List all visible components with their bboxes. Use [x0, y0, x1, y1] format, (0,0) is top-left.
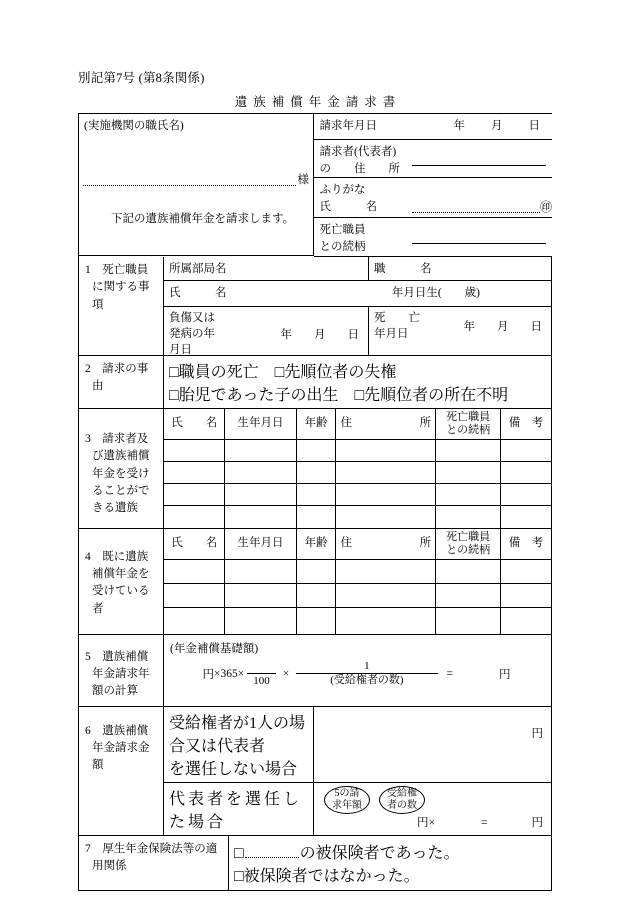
addressee-dotted-line [83, 172, 296, 186]
cell-address[interactable] [336, 440, 436, 462]
section-7-number: 7 [85, 842, 91, 855]
deceased-name-birth-row[interactable] [164, 281, 551, 307]
section-7-option-1-text: の被保険者であった。 [299, 844, 460, 862]
case2-yen-unit: 円 [417, 816, 429, 829]
header-address-left: 住 [340, 417, 352, 430]
claimant-address-label [314, 140, 412, 177]
formula-days: 365 [220, 667, 238, 680]
header-relation [436, 409, 501, 440]
section-4-label-line1: 既に遺族 [102, 550, 149, 563]
relation-to-deceased-input[interactable] [412, 218, 552, 256]
cell-dob[interactable] [225, 560, 296, 584]
cell-dob[interactable] [225, 584, 296, 608]
section-1-body [164, 257, 552, 356]
section-1-row [79, 257, 552, 356]
death-label-line2: 年月日 [374, 328, 409, 341]
header-relation-line2: との続柄 [446, 424, 491, 437]
position-label: 職 名 [374, 263, 432, 275]
cell-name[interactable] [164, 440, 225, 462]
header-relation [436, 529, 501, 560]
cell-name[interactable] [164, 462, 225, 484]
formula-result-yen: 円 [499, 668, 511, 681]
section-7-label-line2: 用関係 [92, 859, 127, 872]
case1-label-line1: 受給権者が1人の場合又は代表者 [169, 714, 306, 755]
section-7-option-1-blank[interactable] [245, 846, 299, 858]
cell-age[interactable] [296, 484, 336, 506]
section-3-label-line1: 請求者及 [102, 433, 149, 445]
cell-relation[interactable] [436, 584, 501, 608]
header-note: 備 考 [501, 529, 551, 560]
case1-label-line2: を選任しない場合 [169, 760, 298, 778]
addressee-suffix: 様 [297, 173, 309, 186]
header-address-right: 所 [419, 417, 432, 430]
cell-relation[interactable] [436, 506, 501, 528]
section-5-label [79, 635, 164, 707]
table-row[interactable] [164, 440, 551, 462]
header-note: 備 考 [501, 409, 551, 440]
addressee-field[interactable] [83, 172, 309, 186]
section-7-label-line1: 厚生年金保険法等の適 [102, 842, 218, 855]
cell-address[interactable] [336, 608, 436, 634]
section-3-label-line3: 年金を受け [92, 467, 150, 480]
deceased-name-field[interactable] [164, 281, 551, 306]
formula-equals: = [446, 667, 454, 680]
injury-label-line2: 発病の年 [169, 328, 215, 341]
oval2-line2: 者の数 [387, 799, 417, 811]
section-4-label-line3: 受けている [92, 585, 150, 598]
header-age: 年齢 [296, 529, 336, 560]
header-relation-line1: 死亡職員 [446, 530, 491, 543]
section-2-label-line2: 由 [92, 380, 104, 393]
section-5-body [164, 635, 552, 707]
section-6-number: 6 [85, 724, 91, 737]
claim-date-day-unit: 日 [528, 120, 540, 132]
case2-multiply: × [428, 816, 435, 829]
share-numerator: 1 [364, 659, 370, 672]
table-header-row [164, 529, 551, 560]
section-6-case1-row [164, 707, 551, 783]
birth-month-unit: 月 [403, 287, 415, 299]
injury-month-unit: 月 [314, 329, 326, 342]
section-6-row [79, 707, 552, 836]
case1-yen-unit: 円 [531, 727, 543, 740]
claim-form-table [78, 113, 552, 891]
section-7-body [229, 836, 552, 891]
section-4-number: 4 [85, 550, 91, 563]
section-2-options-line2[interactable]: □胎児であった子の出生 □先順位者の所在不明 [169, 387, 509, 404]
cell-age[interactable] [296, 584, 336, 608]
header-relation-line2: との続柄 [446, 544, 491, 557]
cell-address[interactable] [336, 462, 436, 484]
section-6-body [164, 707, 552, 836]
oval1-line2: 求年額 [332, 799, 362, 811]
section-2-label-line1: 請求の事 [102, 363, 149, 375]
cell-dob[interactable] [225, 462, 296, 484]
relation-to-deceased-label [314, 218, 412, 256]
department-position-row [164, 257, 551, 281]
section-3-row [79, 409, 552, 529]
rate-numerator[interactable] [255, 660, 267, 673]
section-6-label [79, 707, 164, 836]
claimant-address-label-line2: の 住 所 [319, 162, 401, 175]
death-year-unit: 年 [463, 321, 475, 334]
header-dob: 生年月日 [225, 409, 296, 440]
injury-death-date-row [164, 307, 551, 355]
department-label: 所属部局名 [169, 263, 227, 275]
cell-age[interactable] [296, 440, 336, 462]
rate-denominator: 100 [253, 674, 270, 687]
claimant-name-input[interactable] [412, 178, 552, 217]
cell-address[interactable] [336, 560, 436, 584]
section-2-number: 2 [85, 363, 91, 375]
implementing-agency-label: (実施機関の職氏名) [84, 120, 184, 132]
formula-multiply-3: × [282, 667, 290, 680]
injury-date-field[interactable] [164, 307, 369, 355]
section-1-label [79, 257, 164, 356]
cell-name[interactable] [164, 608, 225, 634]
cell-name[interactable] [164, 484, 225, 506]
claimant-address-row [314, 140, 552, 178]
death-date-field[interactable] [369, 307, 551, 355]
section-3-table [164, 409, 551, 528]
oval-beneficiary-count [379, 786, 425, 814]
seal-icon: ㊞ [539, 200, 552, 214]
injury-day-unit: 日 [347, 329, 359, 342]
section-1-label-line2: に関する事 [92, 281, 150, 294]
header-address [336, 529, 436, 560]
section-1-number: 1 [85, 264, 91, 276]
cell-relation[interactable] [436, 608, 501, 634]
cell-age[interactable] [296, 608, 336, 634]
section-5-row [79, 635, 552, 707]
formula-multiply-1: × [213, 667, 221, 680]
section-2-row [79, 356, 552, 409]
deceased-name-label: 氏 名 [169, 287, 227, 299]
pension-calc-formula[interactable] [170, 660, 543, 688]
case2-oval-labels [314, 783, 551, 814]
header-dob: 生年月日 [225, 529, 296, 560]
section-1-label-line1: 死亡職員 [102, 264, 149, 276]
table-row[interactable] [164, 462, 551, 484]
cell-dob[interactable] [225, 440, 296, 462]
section-3-body [164, 409, 552, 529]
section-4-label-line4: 者 [92, 602, 104, 615]
header-age: 年齢 [296, 409, 336, 440]
section-6-label-line1: 遺族補償 [102, 724, 149, 737]
header-relation-line1: 死亡職員 [446, 411, 491, 423]
department-field[interactable] [164, 257, 369, 280]
claimant-address-input[interactable] [412, 140, 552, 177]
case2-formula[interactable] [314, 814, 551, 833]
rate-fraction[interactable] [247, 660, 276, 688]
cell-name[interactable] [164, 560, 225, 584]
oval2-line1: 受給権 [387, 787, 417, 799]
table-row[interactable] [164, 484, 551, 506]
section-3-label [79, 409, 164, 529]
cell-relation[interactable] [436, 440, 501, 462]
cell-dob[interactable] [225, 484, 296, 506]
section-7-row [79, 836, 552, 891]
section-3-number: 3 [85, 433, 91, 445]
section-5-label-line3: 額の計算 [92, 685, 138, 698]
section-3-label-line2: び遺族補償 [92, 450, 150, 463]
cell-note[interactable] [501, 462, 551, 484]
section-7-option-2[interactable]: □被保険者ではなかった。 [234, 867, 420, 885]
birth-day-age-unit: 日生( 歳) [414, 287, 480, 299]
death-label-line1: 死 亡 [374, 312, 420, 324]
document-reference: 別記第7号 (第8条関係) [78, 71, 205, 85]
relation-label-line1: 死亡職員 [319, 224, 366, 236]
section-5-label-line1: 遺族補償 [102, 650, 149, 663]
claim-date-label: 請求年月日 [319, 120, 378, 132]
cell-address[interactable] [336, 584, 436, 608]
header-name: 氏 名 [164, 529, 225, 560]
header-right-cell [314, 114, 552, 257]
death-day-unit: 日 [530, 321, 542, 334]
claim-date-month-unit: 月 [491, 120, 503, 132]
birth-year-unit: 年 [391, 287, 404, 299]
section-4-body [164, 529, 552, 635]
cell-note[interactable] [501, 506, 551, 528]
section-4-label [79, 529, 164, 635]
cell-note[interactable] [501, 484, 551, 506]
cell-relation[interactable] [436, 560, 501, 584]
section-6-case2-row [164, 783, 551, 835]
section-7-option-1[interactable] [234, 840, 546, 863]
form-header-row [79, 114, 552, 257]
cell-dob[interactable] [225, 608, 296, 634]
claim-declaration-text: 下記の遺族補償年金を請求します。 [111, 213, 295, 225]
section-6-label-line3: 額 [92, 759, 104, 771]
injury-label-line1: 負傷又は [169, 312, 215, 324]
table-header-row [164, 409, 551, 440]
cell-age[interactable] [296, 506, 336, 528]
table-row[interactable] [164, 560, 551, 584]
section-5-label-line2: 年金請求年 [92, 668, 150, 680]
pension-basis-label: (年金補償基礎額) [170, 642, 259, 655]
claimant-address-label-line1: 請求者(代表者) [319, 146, 397, 158]
header-address-right: 所 [419, 537, 432, 550]
claim-date-value[interactable] [412, 114, 552, 139]
cell-note[interactable] [501, 584, 551, 608]
section-3-label-line5: きる遺族 [92, 502, 138, 514]
oval1-line1: 5の請 [334, 787, 360, 799]
cell-age[interactable] [296, 462, 336, 484]
claimant-name-label [314, 178, 412, 217]
name-label: 氏 名 [319, 200, 378, 213]
table-row[interactable] [164, 584, 551, 608]
section-2-options-line1[interactable]: □職員の死亡 □先順位者の失権 [169, 364, 397, 381]
cell-address[interactable] [336, 484, 436, 506]
injury-year-unit: 年 [280, 329, 292, 342]
cell-relation[interactable] [436, 484, 501, 506]
section-2-body [164, 356, 552, 409]
cell-note[interactable] [501, 608, 551, 634]
cell-relation[interactable] [436, 462, 501, 484]
claim-date-row [314, 114, 552, 140]
relation-label-line2: との続柄 [319, 240, 366, 253]
table-row[interactable] [164, 608, 551, 634]
table-row[interactable] [164, 506, 551, 528]
header-left-cell [79, 114, 314, 256]
formula-yen-unit: 円 [202, 668, 214, 681]
case1-label [164, 707, 314, 782]
formula-multiply-2: × [237, 667, 245, 680]
share-denominator-label: (受給権者の数) [330, 673, 404, 686]
header-name: 氏 名 [164, 409, 225, 440]
claim-date-year-unit: 年 [453, 120, 465, 132]
cell-address[interactable] [336, 506, 436, 528]
case2-result-yen: 円 [531, 816, 543, 829]
cell-name[interactable] [164, 506, 225, 528]
section-1-label-line3: 項 [92, 298, 104, 311]
section-3-label-line4: ることがで [92, 484, 150, 497]
cell-name[interactable] [164, 584, 225, 608]
death-month-unit: 月 [497, 321, 509, 334]
case2-equals: = [481, 816, 488, 829]
share-fraction [296, 661, 437, 687]
relation-to-deceased-row [314, 218, 552, 256]
case2-calc-field[interactable] [314, 783, 551, 833]
cell-note[interactable] [501, 440, 551, 462]
cell-age[interactable] [296, 560, 336, 584]
furigana-label: ふりがな [319, 184, 366, 196]
case1-amount-field[interactable] [314, 707, 551, 745]
section-4-label-line2: 補償年金を [92, 568, 150, 581]
section-6-label-line2: 年金請求金 [92, 741, 150, 754]
claimant-name-row [314, 178, 552, 218]
header-address-left: 住 [340, 537, 352, 550]
document-title: 遺族補償年金請求書 [234, 95, 402, 109]
oval-claim-annual-amount [324, 786, 370, 814]
section-4-table [164, 529, 551, 634]
section-7-label [79, 836, 229, 891]
cell-note[interactable] [501, 560, 551, 584]
case2-label [164, 783, 314, 835]
section-5-number: 5 [85, 650, 91, 663]
section-7-option-1-checkbox[interactable]: □ [234, 844, 244, 862]
header-address [336, 409, 436, 440]
section-2-label [79, 356, 164, 409]
position-field[interactable] [369, 257, 551, 280]
section-4-row [79, 529, 552, 635]
injury-label-line3: 月日 [169, 344, 192, 357]
case2-label-text: 代表者を選任した場合 [169, 790, 303, 831]
cell-dob[interactable] [225, 506, 296, 528]
